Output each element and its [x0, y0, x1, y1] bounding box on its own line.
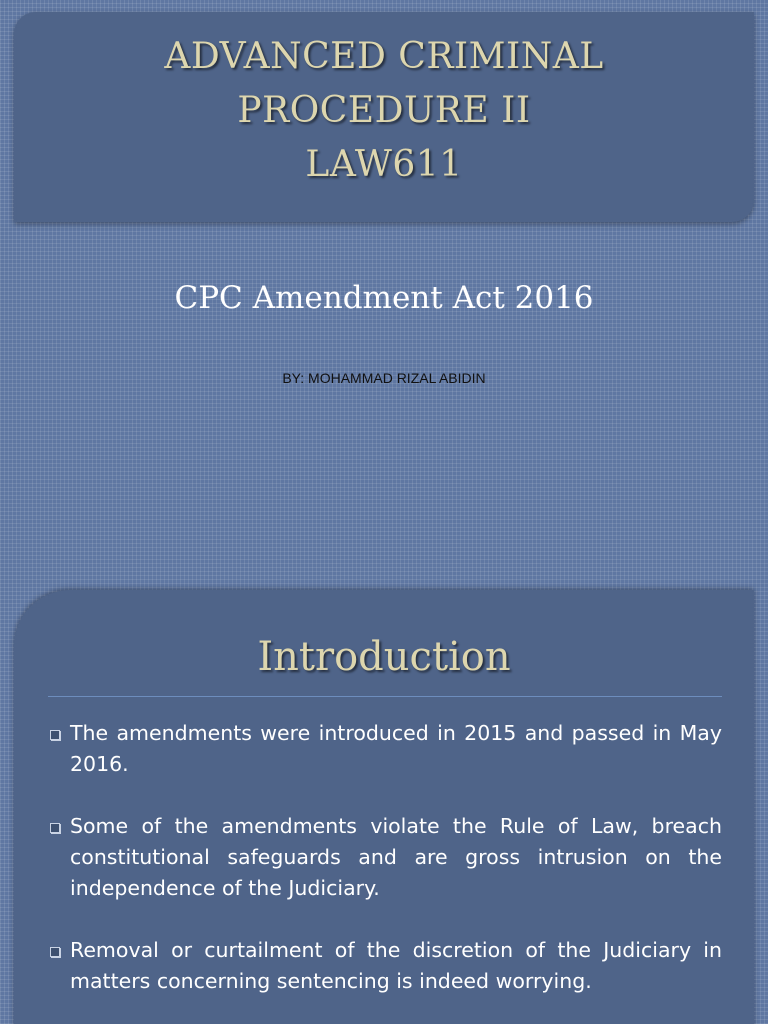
introduction-slide [0, 512, 768, 1024]
list-item [48, 811, 722, 904]
bullet-text: The amendments were introduced in 2015 and passed in May 2016. [70, 721, 722, 776]
course-code: LAW611 [305, 144, 463, 185]
section-heading: Introduction [257, 634, 511, 680]
heading-divider [48, 696, 722, 697]
bullet-text: Some of the amendments violate the Rule of Law, breach constitutional safeguards and are gross intrusion on the independence of the Judiciary. [70, 814, 722, 900]
list-item [48, 935, 722, 997]
bullet-list [48, 718, 722, 1024]
bullet-square-icon [50, 947, 60, 957]
course-title-line-2: PROCEDURE II [237, 90, 531, 131]
bullet-text: Removal or curtailment of the discretion of the Judiciary in matters concerning sentencing is indeed worrying. [70, 938, 722, 993]
presentation-subtitle: CPC Amendment Act 2016 [174, 280, 594, 316]
course-title [14, 30, 754, 192]
author-byline: BY: MOHAMMAD RIZAL ABIDIN [282, 370, 486, 386]
list-item [48, 718, 722, 780]
bullet-square-icon [50, 823, 60, 833]
bullet-square-icon [50, 730, 60, 740]
course-title-line-1: ADVANCED CRIMINAL [164, 36, 604, 77]
